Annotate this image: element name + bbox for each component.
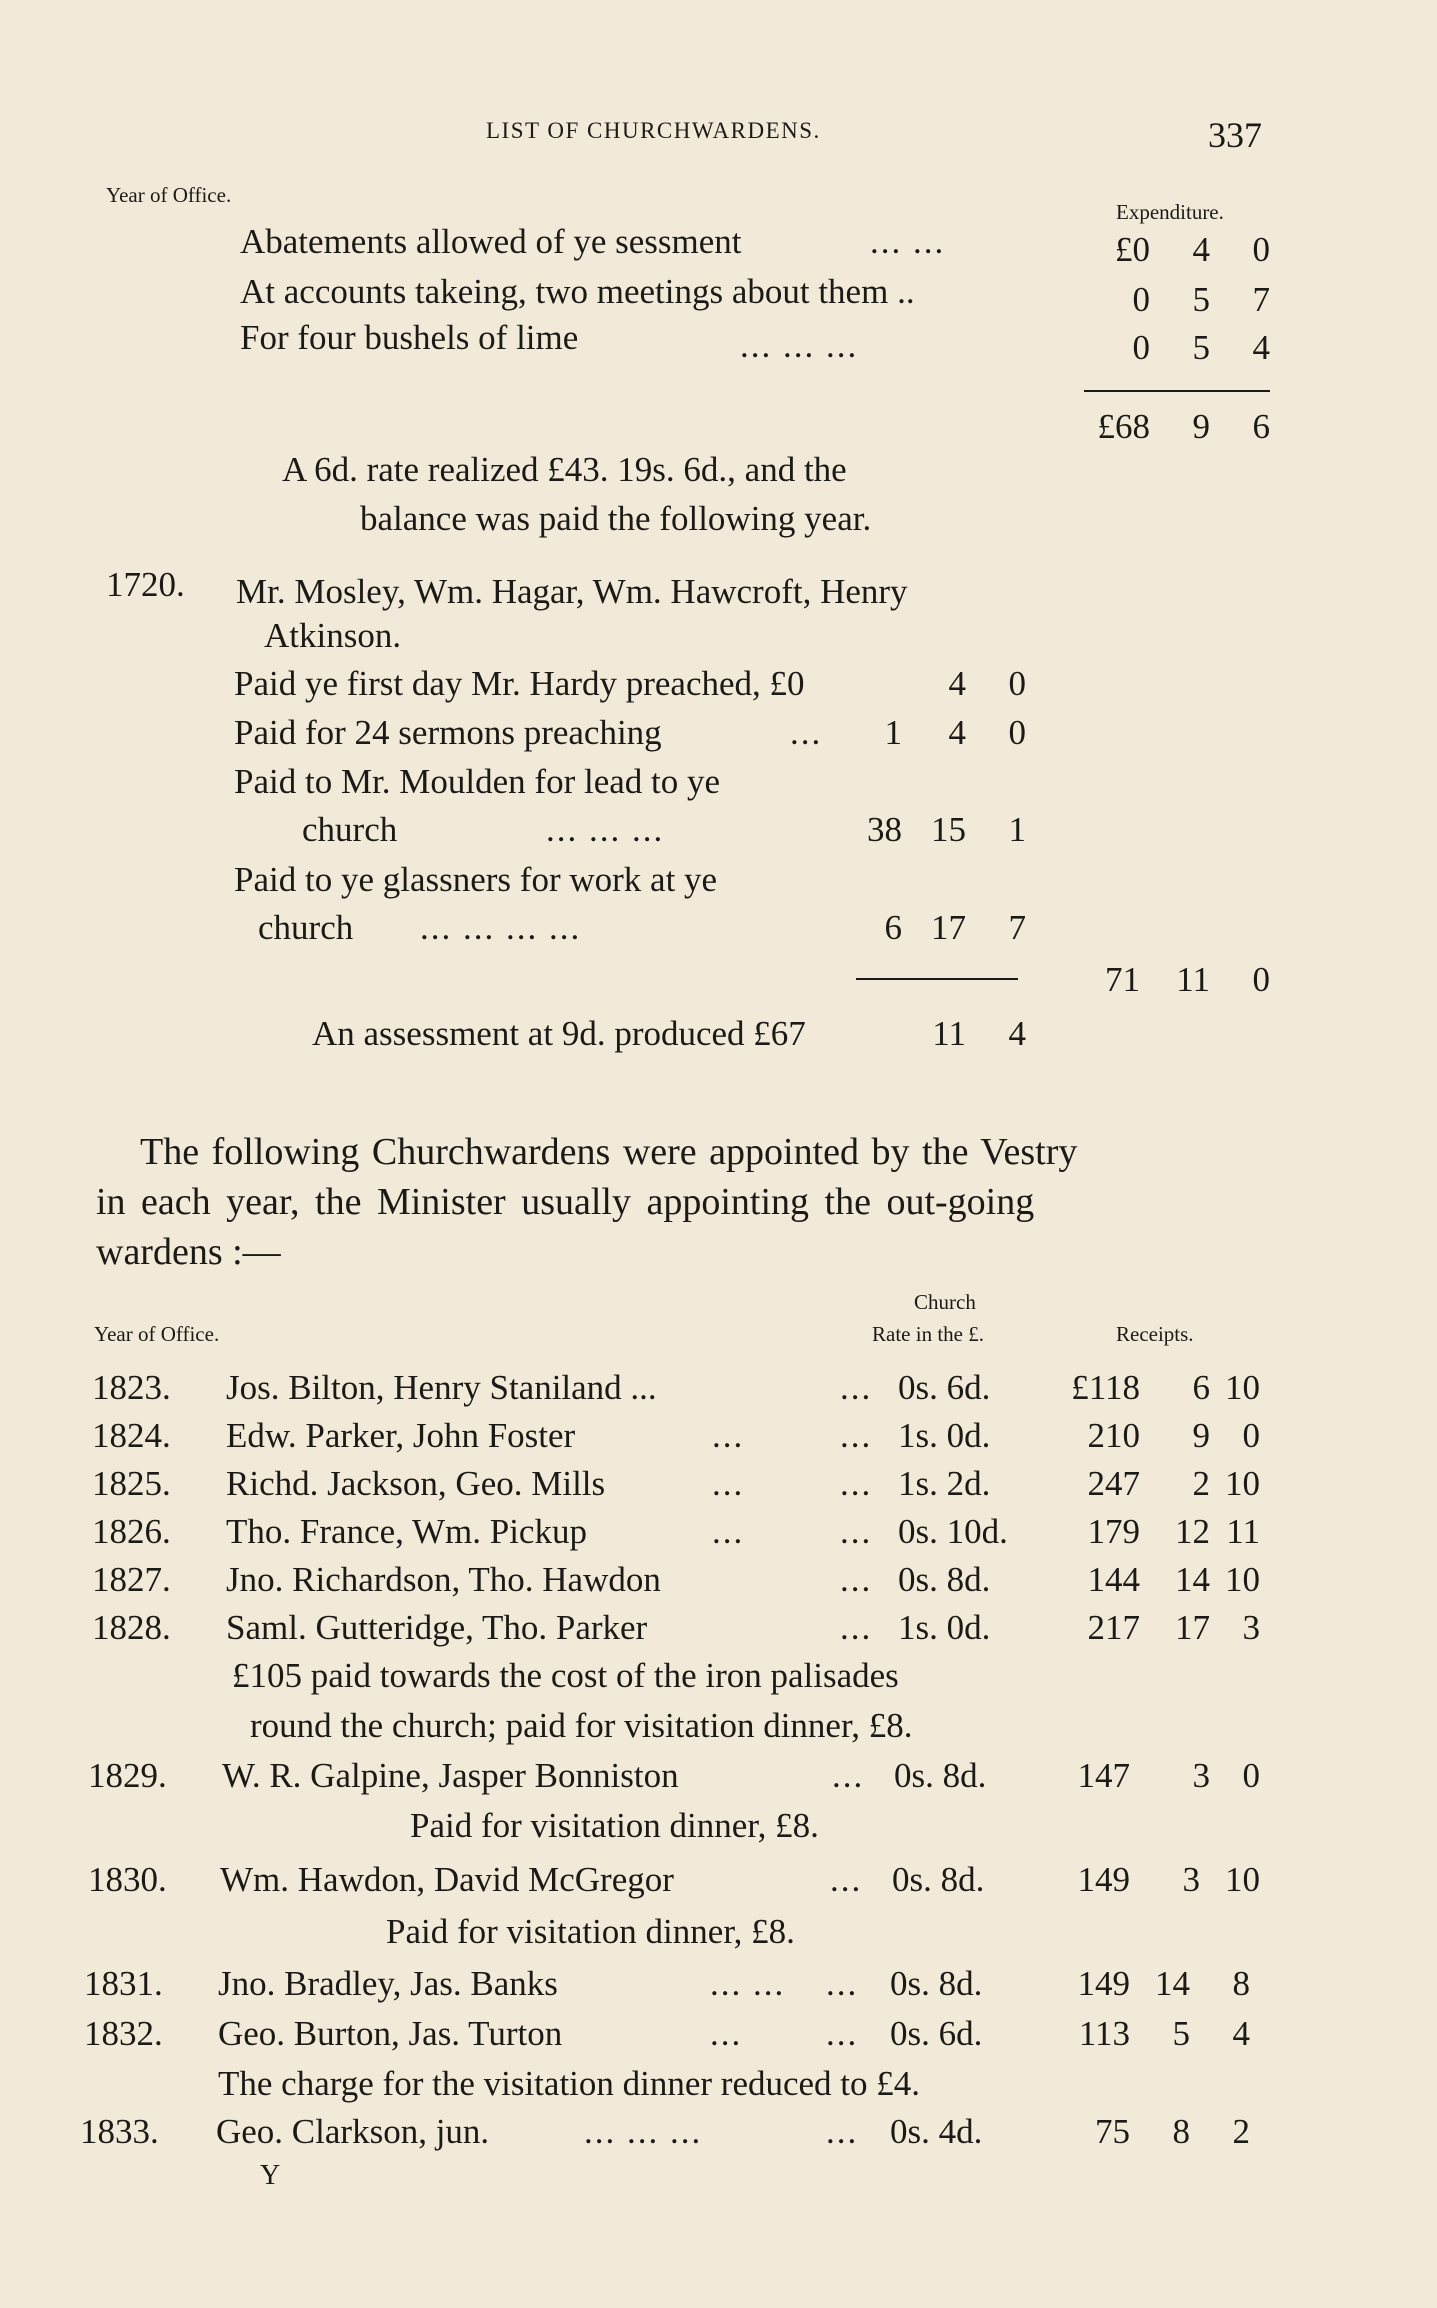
row-year: 1831. (84, 1964, 163, 2003)
row-wardens: Richd. Jackson, Geo. Mills (226, 1464, 606, 1503)
row-rate: 0s. 8d. (898, 1560, 991, 1599)
pounds: 71 (1105, 960, 1140, 999)
note-1830: Paid for visitation dinner, £8. (386, 1912, 795, 1951)
total-rule (1084, 390, 1270, 392)
row-wardens: Jno. Richardson, Tho. Hawdon (226, 1560, 661, 1599)
row-rate: 0s. 6d. (890, 2014, 983, 2053)
leader-dots: ... (826, 2014, 859, 2053)
row-rate: 0s. 10d. (898, 1512, 1008, 1551)
pence: 0 (1008, 713, 1026, 752)
item-text: Paid to Mr. Moulden for lead to ye (234, 762, 721, 801)
pence: 0 (1252, 230, 1270, 269)
row-wardens: W. R. Galpine, Jasper Bonniston (222, 1756, 679, 1795)
leader-dots: ... (840, 1512, 873, 1551)
row-wardens: Edw. Parker, John Foster (226, 1416, 576, 1455)
pounds: 0 (1132, 280, 1150, 319)
rate-note-line: balance was paid the following year. (360, 499, 872, 538)
shillings: 14 (1155, 1964, 1190, 2003)
note-1832: The charge for the visitation dinner reduced to £4. (218, 2064, 921, 2103)
row-wardens: Tho. France, Wm. Pickup (226, 1512, 587, 1551)
leader-dots: ... (840, 1368, 873, 1407)
pounds: £68 (1097, 407, 1150, 446)
shillings: 6 (1192, 1368, 1210, 1407)
rate-note-line: A 6d. rate realized £43. 19s. 6d., and the (282, 450, 847, 489)
item-text: Paid ye first day Mr. Hardy preached, £0 (234, 664, 805, 703)
row-year: 1832. (84, 2014, 163, 2053)
pounds: 147 (1077, 1756, 1130, 1795)
pounds: £118 (1071, 1368, 1140, 1407)
leader-dots: ... (710, 2014, 743, 2053)
note-1828-cont: round the church; paid for visitation dinner, £8. (250, 1706, 913, 1745)
leader-dots: ... ... ... (740, 326, 859, 365)
pence: 4 (1252, 328, 1270, 367)
row-year: 1829. (88, 1756, 167, 1795)
pence: 10 (1225, 1368, 1260, 1407)
pounds: 217 (1087, 1608, 1140, 1647)
item-text-cont: church (302, 810, 398, 849)
leader-dots: ... ... ... (546, 810, 665, 849)
row-wardens: Jno. Bradley, Jas. Banks (218, 1964, 558, 2003)
leader-dots: ... (840, 1416, 873, 1455)
subtotal-rule (856, 978, 1018, 980)
pounds: 149 (1077, 1860, 1130, 1899)
row-rate: 1s. 0d. (898, 1608, 991, 1647)
pounds: 179 (1087, 1512, 1140, 1551)
shillings: 12 (1175, 1512, 1210, 1551)
leader-dots: ... ... ... (584, 2112, 703, 2151)
leader-dots: ... ... ... ... (420, 908, 582, 947)
shillings: 17 (931, 908, 966, 947)
shillings: 9 (1192, 1416, 1210, 1455)
pounds: 1 (884, 713, 902, 752)
row-rate: 1s. 0d. (898, 1416, 991, 1455)
shillings: 8 (1172, 2112, 1190, 2151)
running-header: LIST OF CHURCHWARDENS. (486, 118, 821, 143)
year-1720: 1720. (106, 565, 185, 604)
leader-dots: ... (826, 1964, 859, 2003)
intro-line: wardens :— (96, 1231, 281, 1273)
leader-dots: ... ... (710, 1964, 786, 2003)
row-rate: 0s. 8d. (894, 1756, 987, 1795)
shillings: 5 (1172, 2014, 1190, 2053)
leader-dots: ... (832, 1756, 865, 1795)
pence: 0 (1242, 1416, 1260, 1455)
church-rate-label: Church (914, 1290, 976, 1314)
row-wardens: Jos. Bilton, Henry Staniland ... (226, 1368, 657, 1407)
pence: 10 (1225, 1860, 1260, 1899)
note-1829: Paid for visitation dinner, £8. (410, 1806, 819, 1845)
leader-dots: ... (840, 1560, 873, 1599)
shillings: 4 (1192, 230, 1210, 269)
wardens-1720: Mr. Mosley, Wm. Hagar, Wm. Hawcroft, Henry (236, 572, 908, 611)
pence: 8 (1232, 1964, 1250, 2003)
row-rate: 0s. 8d. (892, 1860, 985, 1899)
pounds: £0 (1115, 230, 1150, 269)
leader-dots: ... (790, 713, 823, 752)
pounds: 247 (1087, 1464, 1140, 1503)
item-text: Paid to ye glassners for work at ye (234, 860, 718, 899)
row-wardens: Wm. Hawdon, David McGregor (220, 1860, 674, 1899)
year-of-office-label: Year of Office. (94, 1322, 220, 1346)
pounds: 149 (1077, 1964, 1130, 2003)
pence: 10 (1225, 1560, 1260, 1599)
pence: 7 (1008, 908, 1026, 947)
row-year: 1827. (92, 1560, 171, 1599)
leader-dots: ... (712, 1512, 745, 1551)
leader-dots: ... (826, 2112, 859, 2151)
shillings: 5 (1192, 328, 1210, 367)
pounds: 113 (1078, 2014, 1130, 2053)
shillings: 4 (948, 664, 966, 703)
leader-dots: ... ... (870, 222, 946, 261)
row-wardens: Geo. Clarkson, jun. (216, 2112, 490, 2151)
pounds: 75 (1095, 2112, 1130, 2151)
shillings: 9 (1192, 407, 1210, 446)
signature-mark: Y (260, 2160, 281, 2191)
rate-in-pound-label: Rate in the £. (872, 1322, 984, 1346)
pounds: 6 (884, 908, 902, 947)
shillings: 11 (932, 1014, 966, 1053)
row-year: 1825. (92, 1464, 171, 1503)
pence: 6 (1252, 407, 1270, 446)
shillings: 3 (1192, 1756, 1210, 1795)
pence: 11 (1226, 1512, 1260, 1551)
pounds: 38 (867, 810, 902, 849)
leader-dots: ... (830, 1860, 863, 1899)
row-wardens: Saml. Gutteridge, Tho. Parker (226, 1608, 648, 1647)
pence: 0 (1008, 664, 1026, 703)
intro-line: The following Churchwardens were appointed by the Vestry (140, 1131, 1078, 1173)
pence: 4 (1232, 2014, 1250, 2053)
row-year: 1830. (88, 1860, 167, 1899)
shillings: 3 (1182, 1860, 1200, 1899)
pounds: 210 (1087, 1416, 1140, 1455)
shillings: 15 (931, 810, 966, 849)
year-of-office-label: Year of Office. (106, 183, 232, 207)
item-text: At accounts takeing, two meetings about them .. (240, 272, 915, 311)
leader-dots: ... (712, 1416, 745, 1455)
leader-dots: ... (840, 1464, 873, 1503)
shillings: 2 (1192, 1464, 1210, 1503)
wardens-1720-cont: Atkinson. (264, 616, 402, 655)
expenditure-label: Expenditure. (1116, 200, 1224, 224)
pence: 7 (1252, 280, 1270, 319)
row-year: 1824. (92, 1416, 171, 1455)
row-rate: 1s. 2d. (898, 1464, 991, 1503)
pounds: 0 (1132, 328, 1150, 367)
pounds: 144 (1087, 1560, 1140, 1599)
pence: 1 (1008, 810, 1026, 849)
shillings: 17 (1175, 1608, 1210, 1647)
leader-dots: ... (840, 1608, 873, 1647)
item-text: Paid for 24 sermons preaching (234, 713, 662, 752)
shillings: 5 (1192, 280, 1210, 319)
row-year: 1826. (92, 1512, 171, 1551)
intro-line: in each year, the Minister usually appointing the out-going (96, 1181, 1035, 1223)
shillings: 4 (948, 713, 966, 752)
pence: 3 (1242, 1608, 1260, 1647)
item-text: Abatements allowed of ye sessment (240, 222, 742, 261)
row-year: 1828. (92, 1608, 171, 1647)
row-year: 1823. (92, 1368, 171, 1407)
row-wardens: Geo. Burton, Jas. Turton (218, 2014, 563, 2053)
row-rate: 0s. 4d. (890, 2112, 983, 2151)
assessment-note: An assessment at 9d. produced £67 (312, 1014, 806, 1053)
page-number: 337 (1208, 115, 1262, 155)
shillings: 14 (1175, 1560, 1210, 1599)
row-rate: 0s. 8d. (890, 1964, 983, 2003)
pence: 0 (1252, 960, 1270, 999)
row-year: 1833. (80, 2112, 159, 2151)
note-1828: £105 paid towards the cost of the iron palisades (232, 1656, 899, 1695)
shillings: 11 (1176, 960, 1210, 999)
pence: 0 (1242, 1756, 1260, 1795)
leader-dots: ... (712, 1464, 745, 1503)
receipts-label: Receipts. (1116, 1322, 1194, 1346)
pence: 10 (1225, 1464, 1260, 1503)
item-text-cont: church (258, 908, 354, 947)
pence: 2 (1232, 2112, 1250, 2151)
item-text: For four bushels of lime (240, 318, 579, 357)
row-rate: 0s. 6d. (898, 1368, 991, 1407)
pence: 4 (1008, 1014, 1026, 1053)
